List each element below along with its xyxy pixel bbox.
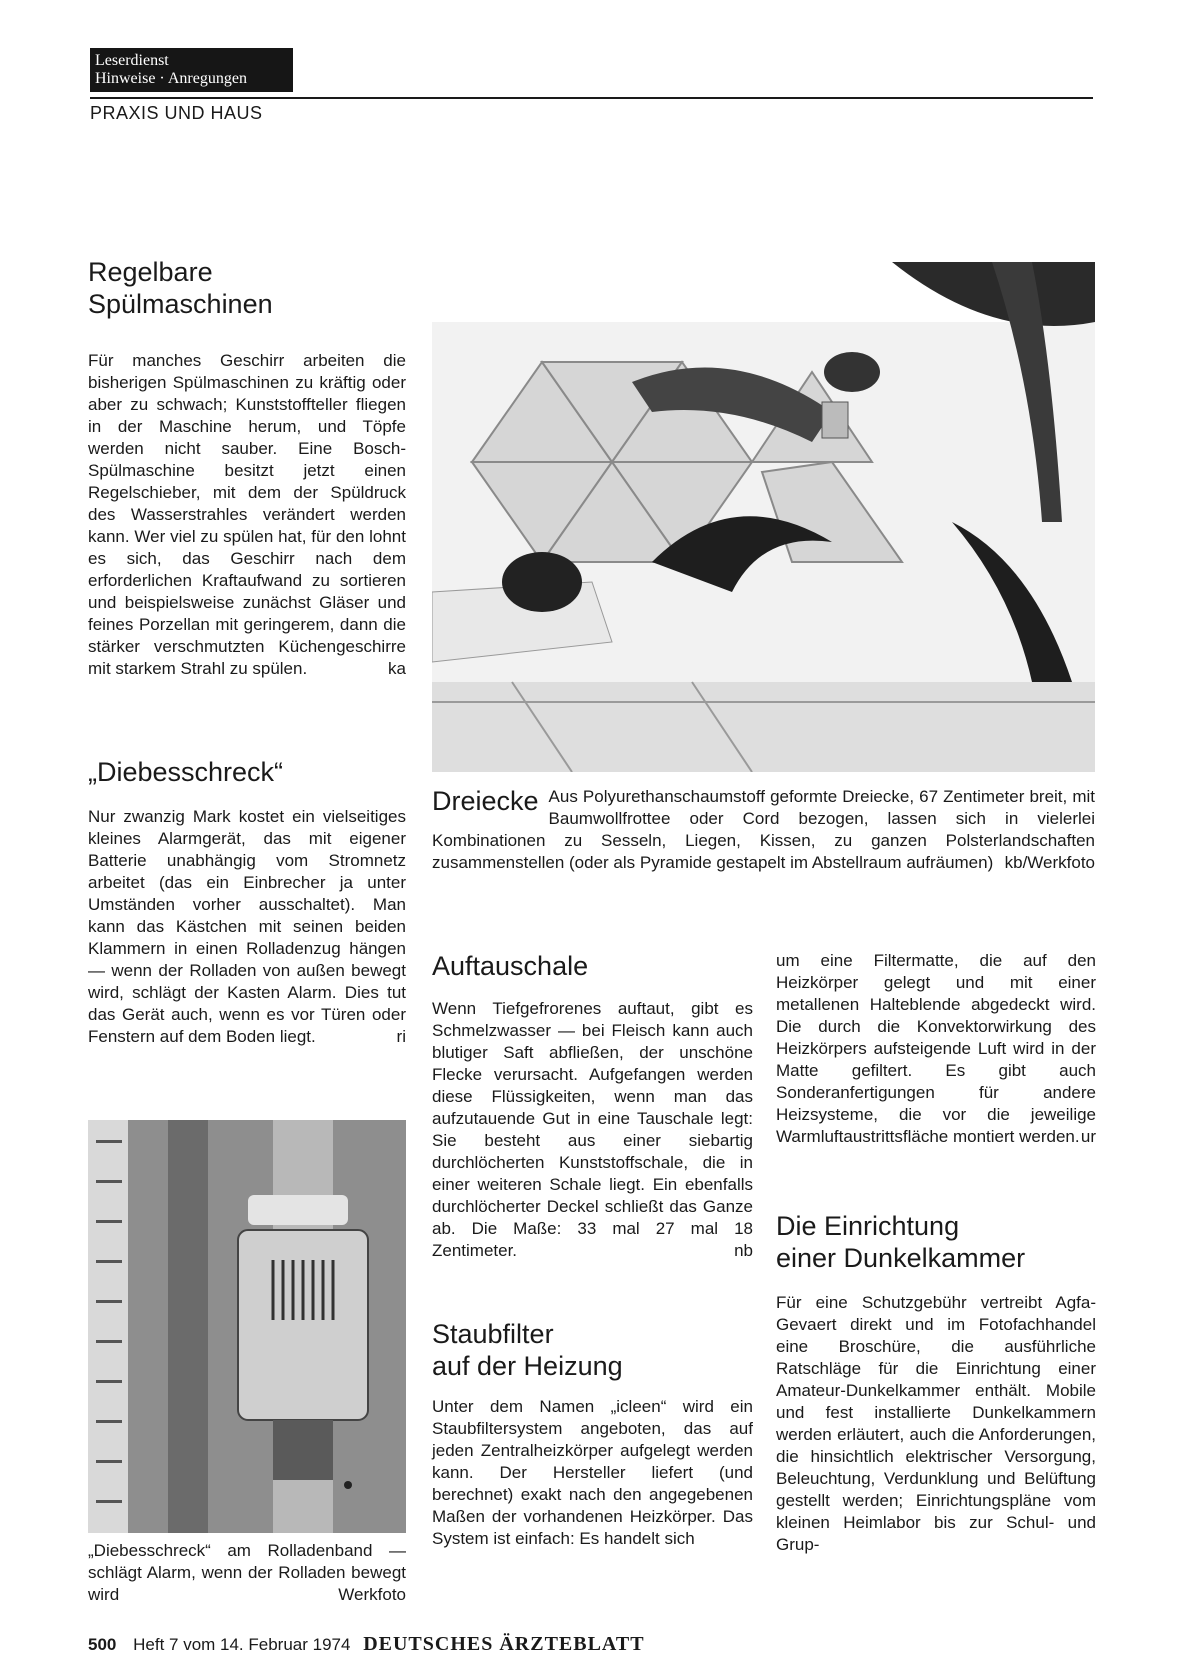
caption-title: Dreiecke bbox=[432, 786, 539, 816]
article-staubfilter bbox=[432, 1318, 753, 1550]
author-initials: nb bbox=[734, 1241, 753, 1260]
article-text: um eine Filtermatte, die auf den Heizkörper gelegt und mit einer metallenen Halteblende abgedeckt wird. Die durch die Konvektorwirkung des Heizkörpers aufsteigende Luft wird in der Matte gefiltert. Es gibt auch Sonderanfertigungen für andere Heizsysteme, die vor die jeweilige Warmluftaustrittsfläche montiert werden. bbox=[776, 951, 1096, 1146]
section-label: PRAXIS UND HAUS bbox=[90, 103, 263, 123]
issue-date: Heft 7 vom 14. Februar 1974 bbox=[133, 1635, 351, 1654]
photo-caption bbox=[88, 1540, 406, 1606]
article-title bbox=[88, 256, 406, 320]
article-text: Für manches Geschirr arbeiten die bisherigen Spülmaschinen zu kräftig oder aber zu schwach; Kunststoffteller fliegen in der Maschine herum, und Töpfe werden nicht sauber. Eine Bosch-Spülmaschine besitzt jetzt einen Regelschieber, mit dem der Spüldruck des Wasserstrahles verändert werden kann. Wer viel zu spülen hat, für den lohnt es sich, das Geschirr nach dem erforderlichen Kraftaufwand zu sortieren und beispielsweise zunächst Gläser und feines Porzellan mit geringerem, dann die stärker verschmutzten Küchengeschirre mit starkem Strahl zu spülen. bbox=[88, 351, 406, 678]
article-body: Unter dem Namen „icleen“ wird ein Staubfiltersystem angeboten, das auf jeden Zentralheizkörper aufgelegt werden kann. Der Hersteller liefert (und berechnet) exakt nach den angegebenen Maßen der vorhandenen Heizkörper. Das System ist einfach: Es handelt sich bbox=[432, 1397, 753, 1548]
article-spuelmaschinen bbox=[88, 256, 406, 680]
dreiecke-caption bbox=[432, 786, 1095, 874]
badge-line-2: Hinweise · Anregungen bbox=[95, 70, 247, 87]
article-dunkelkammer bbox=[776, 1210, 1096, 1556]
author-initials: ka bbox=[388, 659, 406, 678]
article-body bbox=[88, 806, 406, 1048]
article-text: Nur zwanzig Mark kostet ein vielseitiges kleines Alarmgerät, das mit eigener Batterie unabhängig vom Stromnetz arbeitet (das ein Einbrecher ja unter Umständen vorher ausschaltet). Man kann das Kästchen mit seinen beiden Klammern in einen Rolladenzug hängen — wenn der Rolladen von außen bewegt wird, schlägt der Kasten Alarm. Dies tut das Gerät auch, wenn es vor Türen oder Fenstern auf dem Boden liegt. bbox=[88, 807, 406, 1046]
masthead: DEUTSCHES ÄRZTEBLATT bbox=[363, 1633, 645, 1655]
title-line-1: Die Einrichtung bbox=[776, 1211, 960, 1241]
title-line-2: auf der Heizung bbox=[432, 1351, 623, 1381]
article-title bbox=[776, 1210, 1096, 1274]
badge-line-1: Leserdienst bbox=[95, 52, 169, 69]
article-title bbox=[432, 1318, 753, 1382]
top-rule bbox=[90, 97, 1093, 99]
staubfilter-continuation bbox=[776, 950, 1096, 1148]
article-auftauschale bbox=[432, 950, 753, 1262]
article-body: Für eine Schutzgebühr vertreibt Agfa-Gevaert direkt und im Fotofachhandel eine Broschüre, die ausführliche Ratschläge für die Einrichtung einer Amateur-Dunkelkammer enthält. Mobile und fest installierte Dunkelkammern werden erläutert, auch die Anforderungen, die hinsichtlich elektrischer Versorgung, Beleuchtung, Verdunklung und Belüftung gestellt werden; Einrichtungspläne vom kleinen Heimlabor bis zur Schul- und Grup- bbox=[776, 1293, 1096, 1554]
title-line-1: Regelbare bbox=[88, 257, 213, 287]
leserdienst-badge bbox=[90, 48, 293, 92]
article-body bbox=[776, 950, 1096, 1148]
alarm-device-illustration bbox=[88, 1120, 406, 1533]
alarm-device-photo bbox=[88, 1120, 406, 1533]
article-body bbox=[432, 998, 753, 1262]
photo-credit: kb/Werkfoto bbox=[1004, 853, 1095, 872]
page-footer bbox=[88, 1633, 645, 1656]
author-initials: ri bbox=[396, 1027, 406, 1046]
article-diebesschreck bbox=[88, 756, 406, 1048]
title-line-1: Staubfilter bbox=[432, 1319, 554, 1349]
title-line-2: einer Dunkelkammer bbox=[776, 1243, 1026, 1273]
author-initials: ur bbox=[1080, 1127, 1096, 1146]
article-title: „Diebesschreck“ bbox=[88, 757, 284, 787]
article-text: Wenn Tiefgefrorenes auftaut, gibt es Schmelzwasser — bei Fleisch kann auch blutiger Saft abfließen, der unschöne Flecke verursacht. Aufgefangen werden diese Flüssigkeiten, wenn man das aufzutauende Gut in eine Tauschale legt: Sie besteht aus einer siebartig durchlöcherten Kunststoffschale, die in einer weiteren Schale liegt. Ein ebenfalls durchlöcherter Deckel schließt das Ganze ab. Die Maße: 33 mal 27 mal 18 Zentimeter. bbox=[432, 999, 753, 1260]
caption-text: Aus Polyurethanschaumstoff geformte Dreiecke, 67 Zentimeter breit, mit Baumwollfrottee oder Cord bezogen, lassen sich in vielerlei Kombinationen zu Sesseln, Liegen, Kissen, zu ganzen Polsterlandschaften zusammenstellen (oder als Pyramide gestapelt im Abstellraum aufräumen) bbox=[432, 787, 1095, 872]
article-body bbox=[88, 350, 406, 680]
photo-credit: Werkfoto bbox=[338, 1585, 406, 1604]
title-line-2: Spülmaschinen bbox=[88, 289, 273, 319]
triangle-furniture-illustration bbox=[432, 262, 1095, 772]
caption-text: „Diebesschreck“ am Rolladenband — schlägt Alarm, wenn der Rolladen bewegt wird bbox=[88, 1541, 406, 1604]
triangle-furniture-photo bbox=[432, 262, 1095, 772]
article-title: Auftauschale bbox=[432, 951, 589, 981]
page-number: 500 bbox=[88, 1635, 117, 1654]
